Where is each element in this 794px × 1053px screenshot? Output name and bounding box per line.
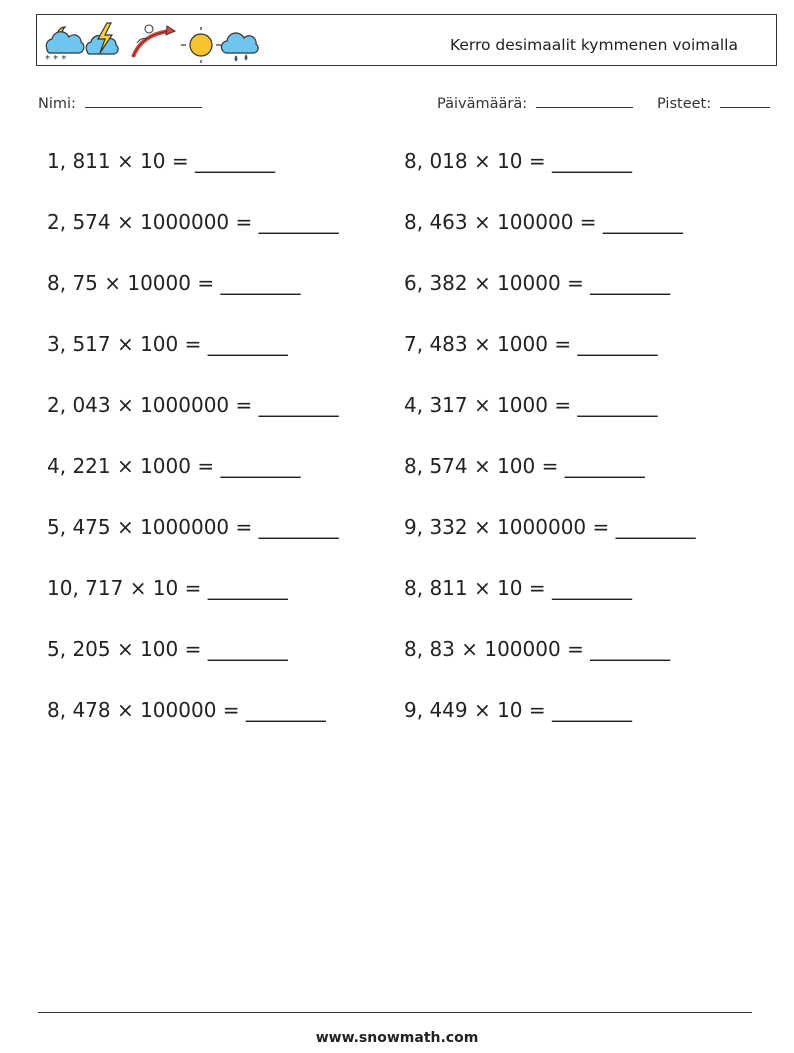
sun-icon xyxy=(181,27,221,63)
name-field xyxy=(38,93,202,112)
name-line xyxy=(85,93,202,108)
svg-text:* * *: * * * xyxy=(45,54,67,63)
problem-item: 1, 811 × 10 = ________ xyxy=(47,149,276,173)
wind-icon xyxy=(133,25,175,57)
problem-item: 2, 043 × 1000000 = ________ xyxy=(47,393,339,417)
problem-item: 4, 221 × 1000 = ________ xyxy=(47,454,301,478)
problem-item: 4, 317 × 1000 = ________ xyxy=(404,393,658,417)
problem-item: 8, 574 × 100 = ________ xyxy=(404,454,645,478)
footer-url: www.snowmath.com xyxy=(315,1030,479,1046)
problem-item: 5, 475 × 1000000 = ________ xyxy=(47,515,339,539)
date-label: Päivämäärä: xyxy=(437,96,528,112)
problem-item: 6, 382 × 10000 = ________ xyxy=(404,271,671,295)
score-label: Pisteet: xyxy=(657,96,712,112)
problem-item: 8, 83 × 100000 = ________ xyxy=(404,637,671,661)
date-field xyxy=(437,93,633,112)
problem-item: 8, 478 × 100000 = ________ xyxy=(47,698,326,722)
problem-item: 9, 449 × 10 = ________ xyxy=(404,698,633,722)
date-line xyxy=(536,93,633,108)
score-line xyxy=(720,93,770,108)
name-label: Nimi: xyxy=(38,96,76,112)
cloud-moon-snow-icon xyxy=(45,27,84,63)
problem-item: 8, 75 × 10000 = ________ xyxy=(47,271,301,295)
cloud-lightning-icon xyxy=(86,23,118,54)
problem-item: 8, 018 × 10 = ________ xyxy=(404,149,633,173)
problem-item: 5, 205 × 100 = ________ xyxy=(47,637,288,661)
header-box xyxy=(36,14,777,66)
cloud-rain-icon xyxy=(221,33,258,61)
footer-rule xyxy=(38,1012,752,1013)
problem-item: 10, 717 × 10 = ________ xyxy=(47,576,288,600)
problem-item: 9, 332 × 1000000 = ________ xyxy=(404,515,696,539)
worksheet-title: Kerro desimaalit kymmenen voimalla xyxy=(449,36,738,54)
problem-item: 8, 811 × 10 = ________ xyxy=(404,576,633,600)
problem-item: 8, 463 × 100000 = ________ xyxy=(404,210,683,234)
problem-item: 3, 517 × 100 = ________ xyxy=(47,332,288,356)
problem-item: 2, 574 × 1000000 = ________ xyxy=(47,210,339,234)
weather-icons xyxy=(41,19,271,63)
problem-item: 7, 483 × 1000 = ________ xyxy=(404,332,658,356)
score-field xyxy=(657,93,770,112)
